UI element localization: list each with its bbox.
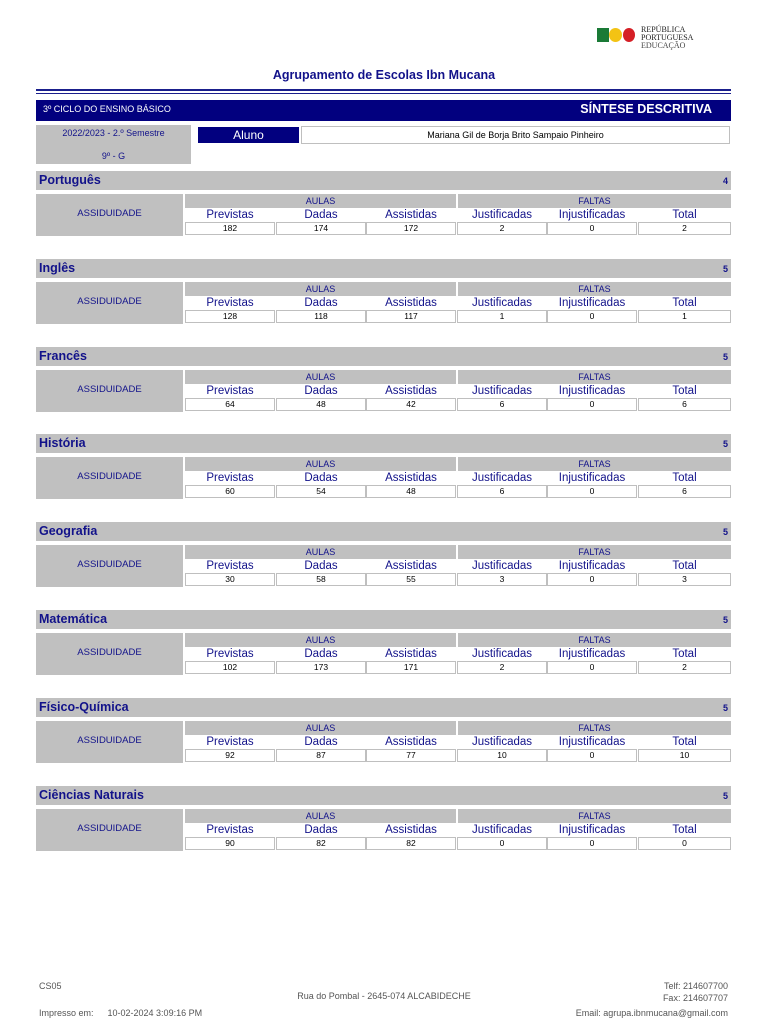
value-total: 3 — [638, 573, 731, 586]
column-header-total: Total — [672, 824, 697, 836]
value-injustificadas: 0 — [547, 573, 637, 586]
value-previstas: 128 — [185, 310, 275, 323]
subject-level: 5 — [722, 791, 728, 801]
value-justificadas: 6 — [457, 398, 547, 411]
column-header-justificadas: Justificadas — [471, 472, 533, 484]
column-header-dadas: Dadas — [304, 824, 338, 836]
value-dadas: 118 — [276, 310, 366, 323]
column-header-assistidas: Assistidas — [385, 297, 437, 309]
aulas-group-header: AULAS — [185, 633, 456, 647]
column-header-assistidas: Assistidas — [385, 648, 437, 660]
school-name: Agrupamento de Escolas Ibn Mucana — [272, 68, 496, 82]
printed-date: 10-02-2024 3:09:16 PM — [107, 1008, 203, 1018]
subject-header — [36, 347, 731, 366]
faltas-group-header: FALTAS — [458, 194, 731, 208]
subject-header — [36, 171, 731, 190]
column-header-injustificadas: Injustificadas — [558, 472, 626, 484]
column-header-previstas: Previstas — [206, 297, 254, 309]
column-header-total: Total — [672, 736, 697, 748]
assiduidade-box — [36, 633, 183, 675]
value-justificadas: 10 — [457, 749, 547, 762]
value-assistidas: 172 — [366, 222, 456, 235]
column-header-assistidas: Assistidas — [385, 209, 437, 221]
column-header-dadas: Dadas — [304, 472, 338, 484]
value-total: 1 — [638, 310, 731, 323]
column-header-dadas: Dadas — [304, 648, 338, 660]
column-header-assistidas: Assistidas — [385, 736, 437, 748]
column-header-injustificadas: Injustificadas — [558, 824, 626, 836]
aulas-group-header: AULAS — [185, 457, 456, 471]
column-header-dadas: Dadas — [304, 560, 338, 572]
school-year-semester: 2022/2023 - 2.º Semestre — [62, 128, 165, 138]
value-injustificadas: 0 — [547, 310, 637, 323]
printed-info — [39, 1008, 202, 1018]
subject-level: 5 — [722, 439, 728, 449]
value-previstas: 102 — [185, 661, 275, 674]
aulas-group-header: AULAS — [185, 370, 456, 384]
value-assistidas: 171 — [366, 661, 456, 674]
logo-text — [641, 26, 693, 50]
value-dadas: 174 — [276, 222, 366, 235]
faltas-group-header: FALTAS — [458, 282, 731, 296]
subject-name: Inglês — [39, 261, 76, 275]
republica-portuguesa-logo — [597, 26, 707, 52]
assiduidade-box — [36, 282, 183, 324]
document-title: SÍNTESE DESCRITIVA — [580, 102, 712, 116]
column-header-justificadas: Justificadas — [471, 824, 533, 836]
assiduidade-label: ASSIDUIDADE — [77, 735, 142, 746]
value-previstas: 60 — [185, 485, 275, 498]
assiduidade-label: ASSIDUIDADE — [77, 208, 142, 219]
subject-name: Ciências Naturais — [39, 788, 144, 802]
column-header-assistidas: Assistidas — [385, 385, 437, 397]
assiduidade-label: ASSIDUIDADE — [77, 647, 142, 658]
column-header-previstas: Previstas — [206, 560, 254, 572]
assiduidade-box — [36, 721, 183, 763]
value-previstas: 92 — [185, 749, 275, 762]
subject-header — [36, 522, 731, 541]
column-header-previstas: Previstas — [206, 472, 254, 484]
document-code: CS05 — [39, 981, 62, 991]
column-header-justificadas: Justificadas — [471, 648, 533, 660]
header-rule-thin — [36, 93, 731, 94]
column-header-assistidas: Assistidas — [385, 824, 437, 836]
column-header-total: Total — [672, 648, 697, 660]
value-injustificadas: 0 — [547, 485, 637, 498]
value-justificadas: 2 — [457, 661, 547, 674]
subject-header — [36, 259, 731, 278]
assiduidade-box — [36, 194, 183, 236]
student-name: Mariana Gil de Borja Brito Sampaio Pinheiro — [301, 126, 730, 144]
subject-level: 5 — [722, 527, 728, 537]
subject-name: Francês — [39, 349, 87, 363]
assiduidade-box — [36, 457, 183, 499]
value-injustificadas: 0 — [547, 749, 637, 762]
subject-level: 5 — [722, 264, 728, 274]
value-justificadas: 1 — [457, 310, 547, 323]
logo-red-circle — [623, 28, 635, 42]
logo-yellow-sphere — [609, 28, 622, 42]
column-header-injustificadas: Injustificadas — [558, 209, 626, 221]
logo-line-1: REPÚBLICA — [641, 25, 686, 34]
column-header-injustificadas: Injustificadas — [558, 560, 626, 572]
subject-level: 5 — [722, 703, 728, 713]
column-header-justificadas: Justificadas — [471, 736, 533, 748]
value-dadas: 87 — [276, 749, 366, 762]
column-header-justificadas: Justificadas — [471, 297, 533, 309]
value-injustificadas: 0 — [547, 837, 637, 850]
aulas-group-header: AULAS — [185, 809, 456, 823]
printed-label: Impresso em: — [39, 1008, 94, 1018]
value-injustificadas: 0 — [547, 222, 637, 235]
value-dadas: 58 — [276, 573, 366, 586]
subject-header — [36, 610, 731, 629]
faltas-group-header: FALTAS — [458, 370, 731, 384]
phone-number: Telf: 214607700 — [663, 981, 728, 991]
subject-header — [36, 786, 731, 805]
subject-name: Físico-Química — [39, 700, 129, 714]
subject-level: 5 — [722, 352, 728, 362]
subject-header — [36, 434, 731, 453]
column-header-dadas: Dadas — [304, 297, 338, 309]
value-previstas: 182 — [185, 222, 275, 235]
value-justificadas: 3 — [457, 573, 547, 586]
column-header-total: Total — [672, 297, 697, 309]
value-justificadas: 6 — [457, 485, 547, 498]
title-bar — [36, 100, 731, 121]
subject-name: Português — [39, 173, 101, 187]
subject-name: Matemática — [39, 612, 108, 626]
column-header-total: Total — [672, 209, 697, 221]
column-header-injustificadas: Injustificadas — [558, 297, 626, 309]
value-total: 0 — [638, 837, 731, 850]
value-dadas: 82 — [276, 837, 366, 850]
value-previstas: 90 — [185, 837, 275, 850]
column-header-total: Total — [672, 560, 697, 572]
subject-name: História — [39, 436, 86, 450]
aulas-group-header: AULAS — [185, 194, 456, 208]
column-header-assistidas: Assistidas — [385, 472, 437, 484]
class-label: 9º - G — [101, 151, 126, 161]
cycle-label: 3º CICLO DO ENSINO BÁSICO — [43, 104, 171, 114]
value-assistidas: 55 — [366, 573, 456, 586]
assiduidade-box — [36, 545, 183, 587]
aulas-group-header: AULAS — [185, 282, 456, 296]
column-header-previstas: Previstas — [206, 824, 254, 836]
column-header-justificadas: Justificadas — [471, 385, 533, 397]
value-assistidas: 48 — [366, 485, 456, 498]
column-header-justificadas: Justificadas — [471, 560, 533, 572]
value-injustificadas: 0 — [547, 398, 637, 411]
column-header-justificadas: Justificadas — [471, 209, 533, 221]
column-header-injustificadas: Injustificadas — [558, 648, 626, 660]
value-assistidas: 77 — [366, 749, 456, 762]
value-total: 2 — [638, 661, 731, 674]
faltas-group-header: FALTAS — [458, 721, 731, 735]
value-assistidas: 42 — [366, 398, 456, 411]
assiduidade-label: ASSIDUIDADE — [77, 384, 142, 395]
student-label: Aluno — [198, 127, 299, 143]
assiduidade-label: ASSIDUIDADE — [77, 559, 142, 570]
assiduidade-box — [36, 370, 183, 412]
assiduidade-label: ASSIDUIDADE — [77, 823, 142, 834]
assiduidade-label: ASSIDUIDADE — [77, 296, 142, 307]
value-total: 6 — [638, 485, 731, 498]
subject-header — [36, 698, 731, 717]
assiduidade-box — [36, 809, 183, 851]
logo-line-2: PORTUGUESA — [641, 33, 694, 42]
value-assistidas: 117 — [366, 310, 456, 323]
value-total: 6 — [638, 398, 731, 411]
subject-block — [36, 786, 731, 891]
logo-green-block — [597, 28, 609, 42]
value-total: 10 — [638, 749, 731, 762]
subject-level: 4 — [722, 176, 728, 186]
faltas-group-header: FALTAS — [458, 633, 731, 647]
column-header-previstas: Previstas — [206, 648, 254, 660]
column-header-assistidas: Assistidas — [385, 560, 437, 572]
column-header-total: Total — [672, 472, 697, 484]
assiduidade-label: ASSIDUIDADE — [77, 471, 142, 482]
column-header-previstas: Previstas — [206, 209, 254, 221]
column-header-dadas: Dadas — [304, 209, 338, 221]
header-rule-thick — [36, 89, 731, 91]
value-previstas: 30 — [185, 573, 275, 586]
subject-name: Geografia — [39, 524, 98, 538]
column-header-dadas: Dadas — [304, 385, 338, 397]
logo-line-3: EDUCAÇÃO — [641, 41, 686, 50]
value-assistidas: 82 — [366, 837, 456, 850]
value-total: 2 — [638, 222, 731, 235]
value-justificadas: 2 — [457, 222, 547, 235]
aulas-group-header: AULAS — [185, 545, 456, 559]
column-header-injustificadas: Injustificadas — [558, 385, 626, 397]
faltas-group-header: FALTAS — [458, 809, 731, 823]
school-address: Rua do Pombal - 2645-074 ALCABIDECHE — [297, 991, 471, 1001]
column-header-previstas: Previstas — [206, 385, 254, 397]
column-header-total: Total — [672, 385, 697, 397]
value-previstas: 64 — [185, 398, 275, 411]
aulas-group-header: AULAS — [185, 721, 456, 735]
subject-level: 5 — [722, 615, 728, 625]
value-justificadas: 0 — [457, 837, 547, 850]
value-dadas: 173 — [276, 661, 366, 674]
period-box — [36, 125, 191, 164]
fax-number: Fax: 214607707 — [662, 993, 728, 1003]
column-header-dadas: Dadas — [304, 736, 338, 748]
value-dadas: 48 — [276, 398, 366, 411]
email-address: Email: agrupa.ibnmucana@gmail.com — [575, 1008, 728, 1018]
column-header-injustificadas: Injustificadas — [558, 736, 626, 748]
faltas-group-header: FALTAS — [458, 545, 731, 559]
value-injustificadas: 0 — [547, 661, 637, 674]
value-dadas: 54 — [276, 485, 366, 498]
faltas-group-header: FALTAS — [458, 457, 731, 471]
column-header-previstas: Previstas — [206, 736, 254, 748]
